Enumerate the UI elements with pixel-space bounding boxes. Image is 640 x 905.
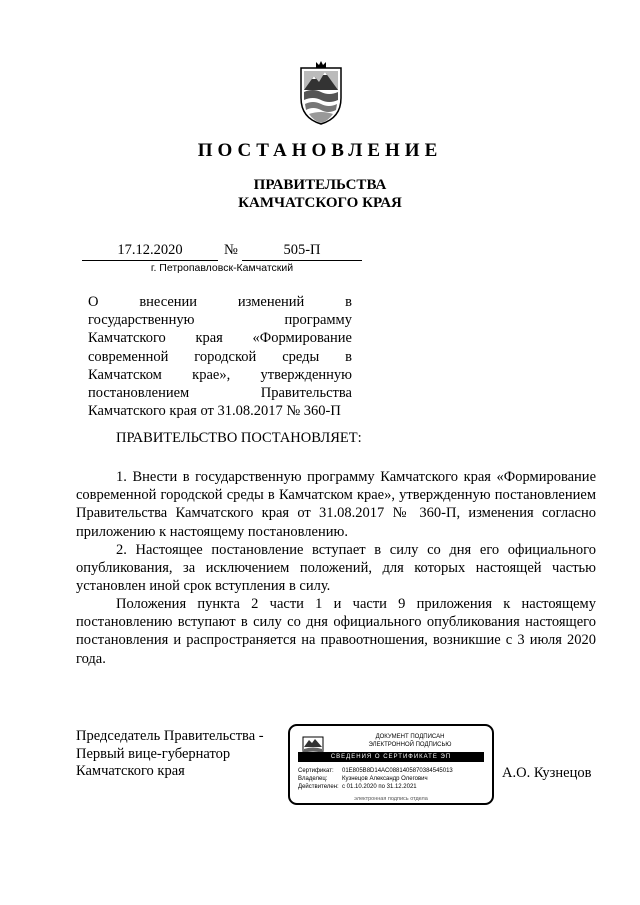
subject-line: Камчатском крае», утвержденную	[88, 366, 352, 383]
esig-value: Кузнецов Александр Олегович	[342, 776, 428, 782]
issuer-title	[0, 176, 640, 212]
esig-value: с 01.10.2020 по 31.12.2021	[342, 784, 417, 790]
signer-position	[76, 728, 264, 781]
issuer-line-2: КАМЧАТСКОГО КРАЯ	[238, 195, 402, 211]
esig-caption: электронная подпись отдела	[354, 796, 428, 802]
esig-title-line: ЭЛЕКТРОННОЙ ПОДПИСЬЮ	[368, 741, 452, 748]
paragraph-1: 1. Внести в государственную программу Камчатского края «Формирование современной городской среды в Камчатском крае», утвержденную постановлением Правительства Камчатского края от 31.08.2017 № 360-П, изменения согласно приложению к настоящему постановлению.	[76, 469, 596, 540]
document-date: 17.12.2020	[82, 242, 218, 261]
subject-line: постановлением Правительства	[88, 385, 352, 402]
paragraph-3: Положения пункта 2 части 1 и части 9 приложения к настоящему постановлению вступают в силу со дня официального опубликования настоящего постановления и распространяется на правоотношения, возникшие с 3 июля 2020 года.	[76, 596, 596, 667]
document-number: 505-П	[242, 242, 362, 261]
esig-label: Сертификат:	[298, 768, 334, 774]
signer-position-line: Председатель Правительства -	[76, 728, 264, 744]
subject-line: государственную программу	[88, 312, 352, 329]
esig-value: 01E805B8D14AC0881405870384545013	[342, 768, 453, 774]
esig-title	[332, 734, 488, 749]
esig-row-validity	[298, 783, 453, 791]
paragraph-2: 2. Настоящее постановление вступает в силу со дня его официального опубликования, за исключением положений, для которых настоящей частью установлен иной срок вступления в силу.	[76, 542, 596, 595]
esig-label: Действителен:	[298, 784, 339, 790]
resolution-heading: ПРАВИТЕЛЬСТВО ПОСТАНОВЛЯЕТ:	[116, 430, 362, 446]
city-label: г. Петропавловск-Камчатский	[150, 262, 294, 274]
esig-fields	[298, 767, 453, 791]
number-label: №	[224, 242, 238, 258]
document-type-title: ПОСТАНОВЛЕНИЕ	[197, 140, 443, 161]
signer-name: А.О. Кузнецов	[502, 765, 592, 781]
signer-position-line: Камчатского края	[76, 763, 185, 779]
document-subject	[88, 293, 352, 420]
esig-label: Владелец:	[298, 776, 328, 782]
subject-line: Камчатского края от 31.08.2017 № 360-П	[88, 403, 341, 420]
coat-of-arms-icon	[298, 60, 344, 126]
subject-line: Камчатского края «Формирование	[88, 330, 352, 347]
electronic-signature-stamp	[288, 724, 494, 805]
esig-title-line: ДОКУМЕНТ ПОДПИСАН	[375, 734, 445, 740]
subject-line: современной городской среды в	[88, 348, 352, 365]
issuer-line-1: ПРАВИТЕЛЬСТВА	[253, 177, 387, 193]
esig-row-certificate	[298, 767, 453, 775]
esig-certificate-bar: СВЕДЕНИЯ О СЕРТИФИКАТЕ ЭП	[298, 752, 484, 762]
signer-position-line: Первый вице-губернатор	[76, 745, 231, 762]
esig-row-owner	[298, 775, 453, 783]
subject-line: О внесении изменений в	[88, 294, 352, 310]
